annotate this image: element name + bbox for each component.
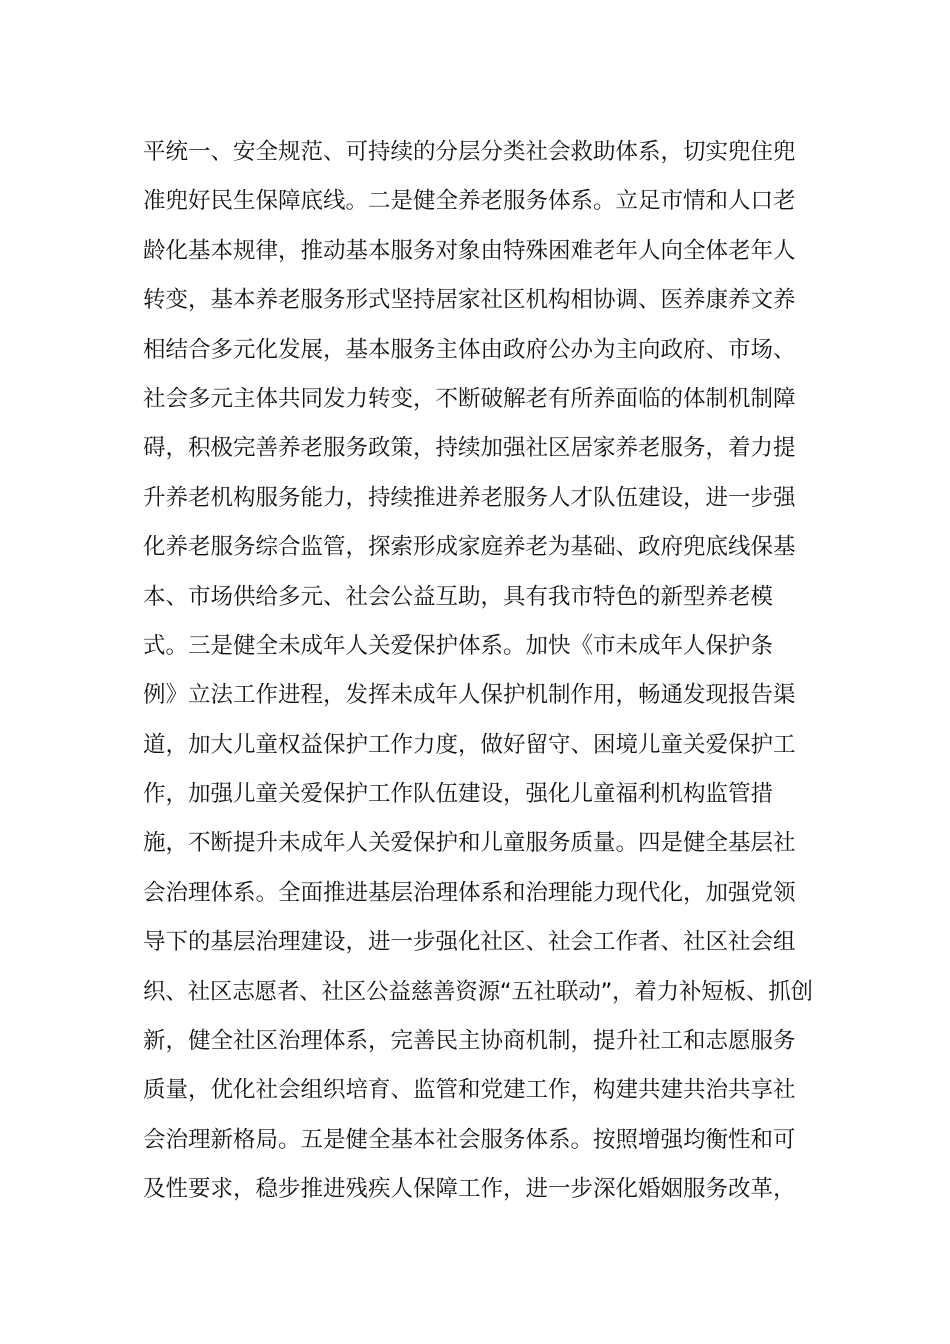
text-line: 质量，优化社会组织培育、监管和党建工作，构建共建共治共享社 bbox=[143, 1077, 796, 1104]
text-line: 新，健全社区治理体系，完善民主协商机制，提升社工和志愿服务 bbox=[143, 1028, 796, 1055]
text-line: 织、社区志愿者、社区公益慈善资源“五社联动”，着力补短板、抓创 bbox=[143, 978, 813, 1005]
body-paragraph bbox=[143, 128, 813, 1215]
text-line: 导下的基层治理建设，进一步强化社区、社会工作者、社区社会组 bbox=[143, 929, 796, 956]
text-line: 道，加大儿童权益保护工作力度，做好留守、困境儿童关爱保护工 bbox=[143, 731, 796, 758]
text-line: 升养老机构服务能力，持续推进养老服务人才队伍建设，进一步强 bbox=[143, 484, 796, 511]
text-line: 相结合多元化发展，基本服务主体由政府公办为主向政府、市场、 bbox=[143, 336, 796, 363]
text-line: 及性要求，稳步推进残疾人保障工作，进一步深化婚姻服务改革， bbox=[143, 1176, 796, 1203]
text-line: 平统一、安全规范、可持续的分层分类社会救助体系，切实兜住兜 bbox=[143, 139, 796, 165]
text-line: 碍，积极完善养老服务政策，持续加强社区居家养老服务，着力提 bbox=[143, 435, 796, 462]
text-line: 会治理新格局。五是健全基本社会服务体系。按照增强均衡性和可 bbox=[143, 1126, 796, 1153]
text-line: 转变，基本养老服务形式坚持居家社区机构相协调、医养康养文养 bbox=[143, 287, 796, 314]
text-line: 作，加强儿童关爱保护工作队伍建设，强化儿童福利机构监管措 bbox=[143, 781, 774, 808]
text-line: 会治理体系。全面推进基层治理体系和治理能力现代化，加强党领 bbox=[143, 879, 796, 906]
text-line: 龄化基本规律，推动基本服务对象由特殊困难老年人向全体老年人 bbox=[143, 237, 796, 264]
text-line: 式。三是健全未成年人关爱保护体系。加快《市未成年人保护条 bbox=[143, 632, 774, 659]
text-line: 化养老服务综合监管，探索形成家庭养老为基础、政府兜底线保基 bbox=[143, 534, 796, 561]
text-line: 例》立法工作进程，发挥未成年人保护机制作用，畅通发现报告渠 bbox=[143, 682, 796, 709]
text-line: 社会多元主体共同发力转变，不断破解老有所养面临的体制机制障 bbox=[143, 385, 796, 412]
text-line: 准兜好民生保障底线。二是健全养老服务体系。立足市情和人口老 bbox=[143, 188, 796, 215]
text-line: 施，不断提升未成年人关爱保护和儿童服务质量。四是健全基层社 bbox=[143, 830, 796, 857]
text-line: 本、市场供给多元、社会公益互助，具有我市特色的新型养老模 bbox=[143, 583, 774, 610]
